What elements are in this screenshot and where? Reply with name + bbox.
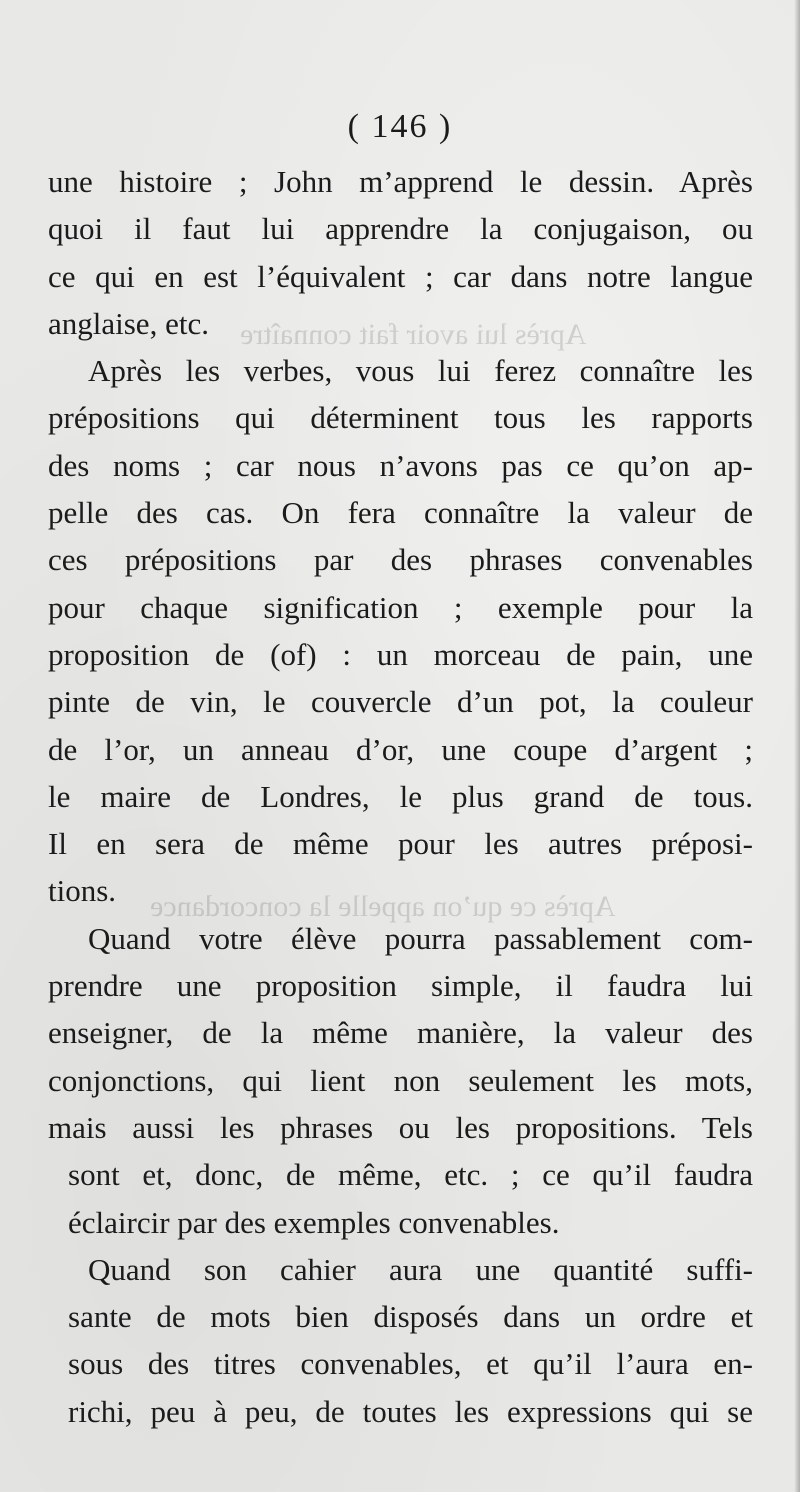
text-line: éclaircir par des exemples convenables. <box>68 1204 560 1240</box>
show-through-text: Après ce qu’on appelle la concordance <box>150 890 616 923</box>
paragraph-first-line: Quand son cahier aura une quantité suffi- <box>88 1251 753 1287</box>
text-line: sante de mots bien disposés dans un ordre et <box>68 1299 753 1335</box>
text-line: quoi il faut lui apprendre la conjugaison, ou <box>48 211 753 247</box>
text-line: tions. <box>48 873 117 909</box>
text-line: prendre une proposition simple, il faudra lui <box>48 968 753 1004</box>
paragraph-first-line: Quand votre élève pourra passablement com- <box>88 920 753 956</box>
text-line: conjonctions, qui lient non seulement les mots, <box>48 1062 753 1098</box>
text-line: ce qui en est l’équivalent ; car dans notre langue <box>48 258 753 294</box>
page-edge-shadow <box>794 0 800 1492</box>
text-line: Il en sera de même pour les autres préposi- <box>48 826 753 862</box>
text-line: enseigner, de la même manière, la valeur des <box>48 1015 753 1051</box>
text-line: ces prépositions par des phrases convenables <box>48 542 753 578</box>
text-line: une histoire ; John m’apprend le dessin. Après <box>48 164 753 199</box>
page-number: ( 146 ) <box>347 108 453 145</box>
text-line: le maire de Londres, le plus grand de tous. <box>48 778 753 814</box>
text-line: richi, peu à peu, de toutes les expressions qui se <box>68 1393 753 1429</box>
show-through-text: Après lui avoir fait connaître <box>240 318 587 351</box>
text-line: sont et, donc, de même, etc. ; ce qu’il faudra <box>68 1157 753 1193</box>
text-line: prépositions qui déterminent tous les rapports <box>48 400 753 436</box>
text-line: sous des titres convenables, et qu’il l’aura en- <box>68 1346 753 1382</box>
text-line: proposition de (of) : un morceau de pain, une <box>48 636 753 672</box>
text-line: de l’or, un anneau d’or, une coupe d’argent ; <box>48 731 753 767</box>
text-line: anglaise, etc. <box>48 305 209 341</box>
text-line: des noms ; car nous n’avons pas ce qu’on ap- <box>48 447 753 483</box>
body-text <box>48 158 753 1435</box>
text-line: pour chaque signification ; exemple pour la <box>48 589 753 625</box>
paragraph-first-line: Après les verbes, vous lui ferez connaître les <box>88 353 753 389</box>
text-line: pelle des cas. On fera connaître la valeur de <box>48 495 753 531</box>
text-line: mais aussi les phrases ou les propositions. Tels <box>48 1109 753 1145</box>
text-line: pinte de vin, le couvercle d’un pot, la couleur <box>48 684 753 720</box>
